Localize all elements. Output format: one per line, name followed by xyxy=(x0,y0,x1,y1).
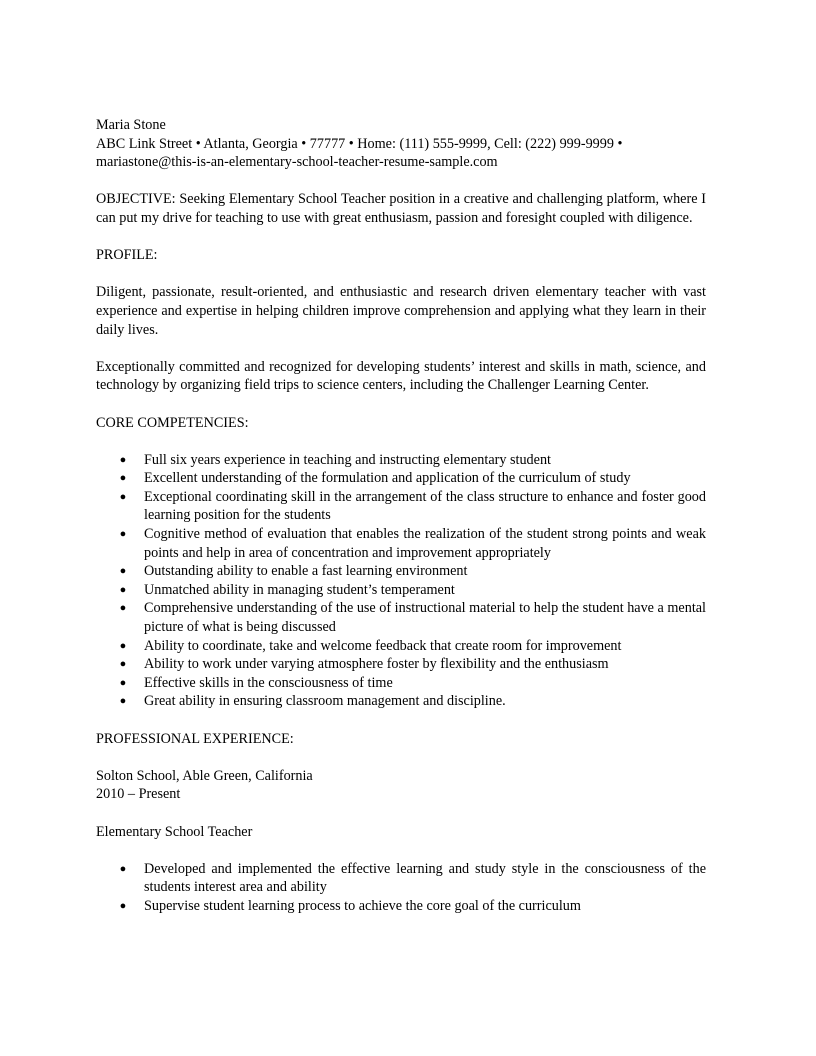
resume-content xyxy=(96,116,706,916)
list-item-text: Great ability in ensuring classroom management and discipline. xyxy=(144,693,506,710)
bullet-icon: ● xyxy=(119,528,127,541)
list-item xyxy=(96,897,706,916)
list-item xyxy=(96,469,706,488)
list-item-text: Comprehensive understanding of the use of instructional material to help the student have a mental picture of what is being discussed xyxy=(144,600,706,636)
list-item xyxy=(96,655,706,674)
list-item xyxy=(96,525,706,562)
list-item-text: Ability to coordinate, take and welcome feedback that create room for improvement xyxy=(144,637,622,654)
list-item-text: Unmatched ability in managing student’s temperament xyxy=(144,581,455,598)
bullet-icon: ● xyxy=(119,862,127,875)
list-item-text: Developed and implemented the effective learning and study style in the consciousness of the students interest area and ability xyxy=(144,860,706,896)
list-item xyxy=(96,562,706,581)
profile-paragraph: Exceptionally committed and recognized for developing students’ interest and skills in math, science, and technology by organizing field trips to science centers, including the Challenger Learning Center. xyxy=(96,358,706,394)
bullet-icon: ● xyxy=(119,676,127,689)
profile-paragraph: Diligent, passionate, result-oriented, and enthusiastic and research driven elementary teacher with vast experience and expertise in helping children improve comprehension and applying what they learn in their daily lives. xyxy=(96,284,706,338)
list-item xyxy=(96,451,706,470)
list-item xyxy=(96,581,706,600)
bullet-icon: ● xyxy=(119,695,127,708)
list-item xyxy=(96,692,706,711)
list-item xyxy=(96,488,706,525)
bullet-icon: ● xyxy=(119,602,127,615)
list-item-text: Effective skills in the consciousness of time xyxy=(144,674,393,691)
list-item xyxy=(96,599,706,636)
list-item-text: Supervise student learning process to achieve the core goal of the curriculum xyxy=(144,897,581,914)
competencies-heading: CORE COMPETENCIES: xyxy=(96,414,249,431)
experience-list xyxy=(96,860,706,916)
bullet-icon: ● xyxy=(119,472,127,485)
bullet-icon: ● xyxy=(119,639,127,652)
bullet-icon: ● xyxy=(119,453,127,466)
bullet-icon: ● xyxy=(119,658,127,671)
contact-line: ABC Link Street • Atlanta, Georgia • 77777 • Home: (111) 555-9999, Cell: (222) 999-9999 • xyxy=(96,135,623,152)
experience-heading: PROFESSIONAL EXPERIENCE: xyxy=(96,730,294,747)
list-item xyxy=(96,860,706,897)
list-item-text: Ability to work under varying atmosphere foster by flexibility and the enthusiasm xyxy=(144,656,609,673)
list-item-text: Cognitive method of evaluation that enables the realization of the student strong points and weak points and help in area of concentration and improvement appropriately xyxy=(144,526,706,561)
profile-heading: PROFILE: xyxy=(96,247,158,264)
list-item-text: Exceptional coordinating skill in the arrangement of the class structure to enhance and foster good learning position for the students xyxy=(144,488,706,524)
candidate-name: Maria Stone xyxy=(96,117,166,133)
employer-name: Solton School, Able Green, California xyxy=(96,767,313,784)
list-item xyxy=(96,637,706,656)
bullet-icon: ● xyxy=(119,899,127,912)
bullet-icon: ● xyxy=(119,490,127,503)
list-item xyxy=(96,674,706,693)
list-item-text: Outstanding ability to enable a fast learning environment xyxy=(144,563,468,580)
contact-email: mariastone@this-is-an-elementary-school-teacher-resume-sample.com xyxy=(96,154,498,171)
list-item-text: Full six years experience in teaching and instructing elementary student xyxy=(144,451,551,468)
competencies-list xyxy=(96,451,706,711)
job-title: Elementary School Teacher xyxy=(96,823,253,840)
employment-dates: 2010 – Present xyxy=(96,786,181,803)
objective-paragraph: OBJECTIVE: Seeking Elementary School Teacher position in a creative and challenging platform, where I can put my drive for teaching to use with great enthusiasm, passion and foresight coupled with diligence. xyxy=(96,191,706,226)
list-item-text: Excellent understanding of the formulation and application of the curriculum of study xyxy=(144,470,631,487)
bullet-icon: ● xyxy=(119,565,127,578)
bullet-icon: ● xyxy=(119,583,127,596)
